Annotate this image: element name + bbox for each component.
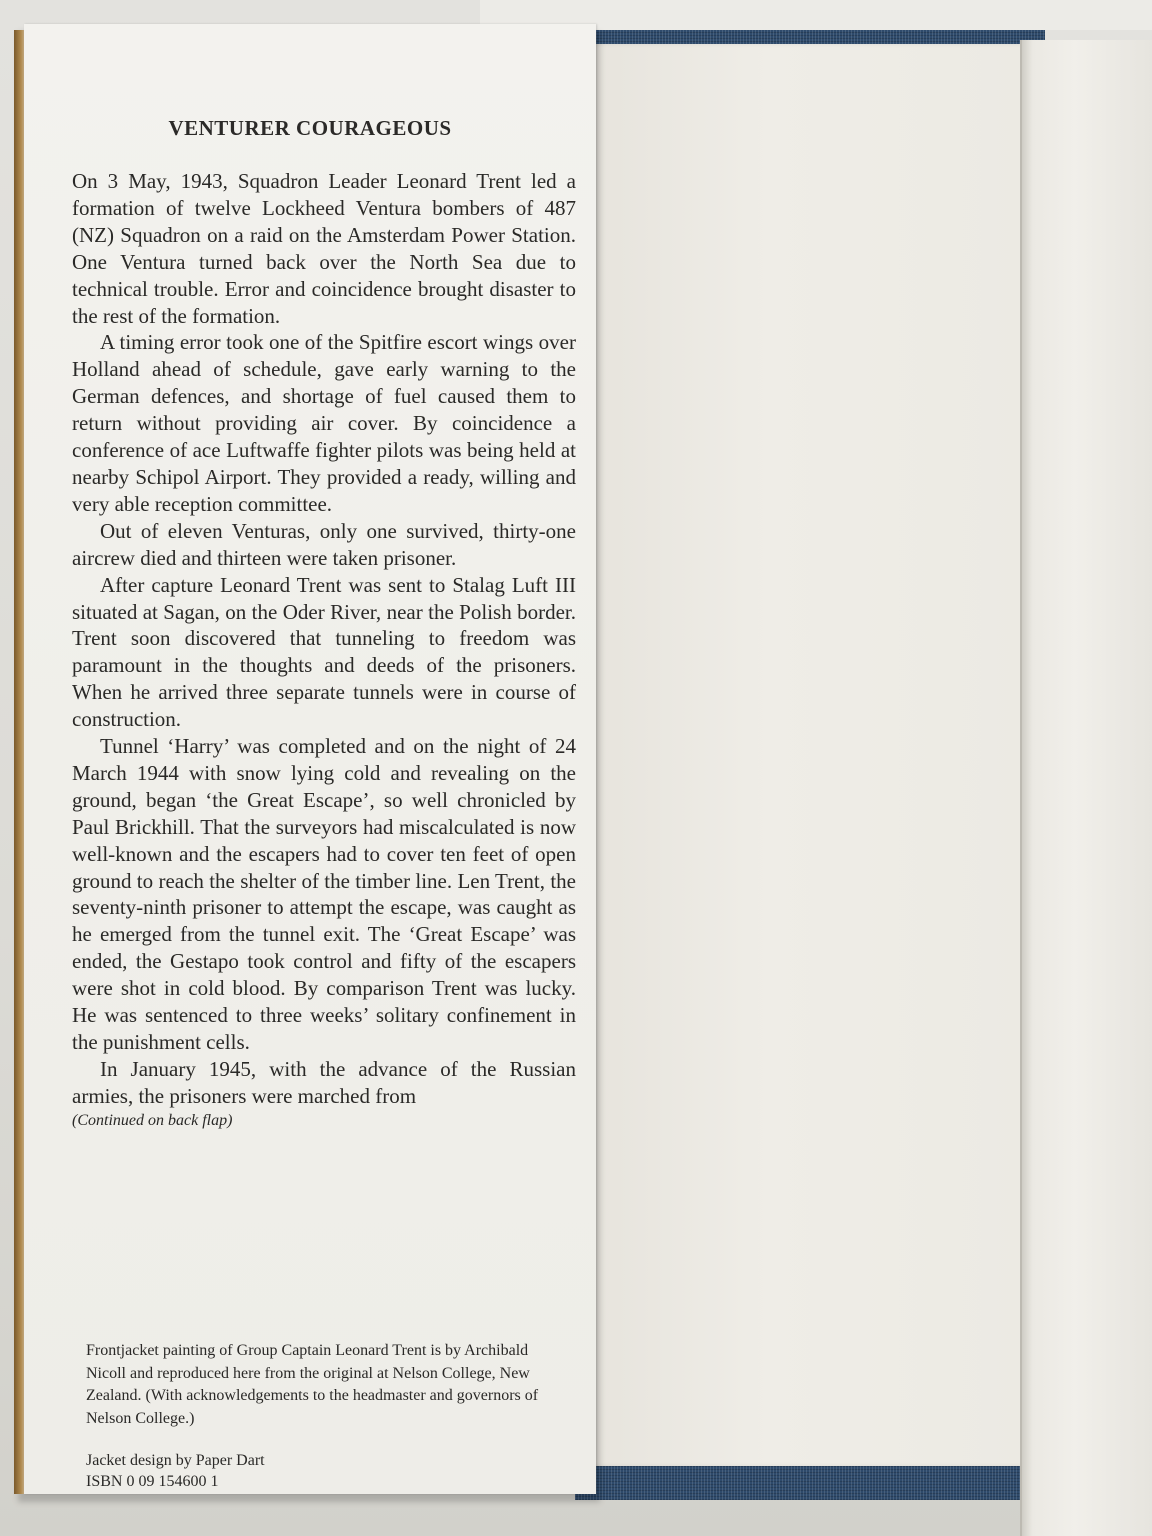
flap-title: VENTURER COURAGEOUS [168, 116, 452, 140]
jacket-design-info [86, 1450, 566, 1492]
jacket-design-credit: Jacket design by Paper Dart [86, 1452, 265, 1469]
flap-blurb [72, 168, 576, 1132]
continued-note: (Continued on back flap) [72, 1111, 233, 1129]
blurb-paragraph: A timing error took one of the Spitfire escort wings over Holland ahead of schedule, gave early warning to the German defences, and shortage of fuel caused them to return without providing air cover. By coincidence a conference of ace Luftwaffe fighter pilots was being held at nearby Schipol Airport. They provided a ready, willing and very able reception committee. [72, 330, 576, 516]
blurb-paragraph: In January 1945, with the advance of the Russian armies, the prisoners were marched from [72, 1056, 576, 1108]
isbn: ISBN 0 09 154600 1 [86, 1473, 219, 1490]
endpaper [596, 44, 1026, 1466]
adjacent-page [1020, 40, 1152, 1536]
blurb-paragraph: Out of eleven Venturas, only one survived, thirty-one aircrew died and thirteen were taken prisoner. [72, 518, 576, 570]
blurb-paragraph: Tunnel ‘Harry’ was completed and on the night of 24 March 1944 with snow lying cold and revealing on the ground, began ‘the Great Escape’, so well chronicled by Paul Brickhill. That the surveyors had miscalculated is now well-known and the escapers had to cover ten feet of open ground to reach the shelter of the timber line. Len Trent, the seventy-ninth prisoner to attempt the escape, was caught as he emerged from the tunnel exit. The ‘Great Escape’ was ended, the Gestapo took control and fifty of the escapers were shot in cold blood. By comparison Trent was lucky. He was sentenced to three weeks’ solitary confinement in the punishment cells. [72, 734, 576, 1054]
dust-jacket-front-flap [24, 24, 596, 1494]
blurb-paragraph: After capture Leonard Trent was sent to Stalag Luft III situated at Sagan, on the Oder River, near the Polish border. Trent soon discovered that tunneling to freedom was paramount in the thoughts and deeds of the prisoners. When he arrived three separate tunnels were in course of construction. [72, 572, 576, 732]
jacket-painting-credit: Frontjacket painting of Group Captain Leonard Trent is by Archibald Nicoll and reproduced here from the original at Nelson College, New Zealand. (With acknowledgements to the headmaster and governors of Nelson College.) [86, 1342, 539, 1427]
blurb-paragraph: On 3 May, 1943, Squadron Leader Leonard Trent led a formation of twelve Lockheed Ventura bombers of 487 (NZ) Squadron on a raid on the Amsterdam Power Station. One Ventura turned back over the North Sea due to technical trouble. Error and coincidence brought disaster to the rest of the formation. [72, 169, 576, 328]
